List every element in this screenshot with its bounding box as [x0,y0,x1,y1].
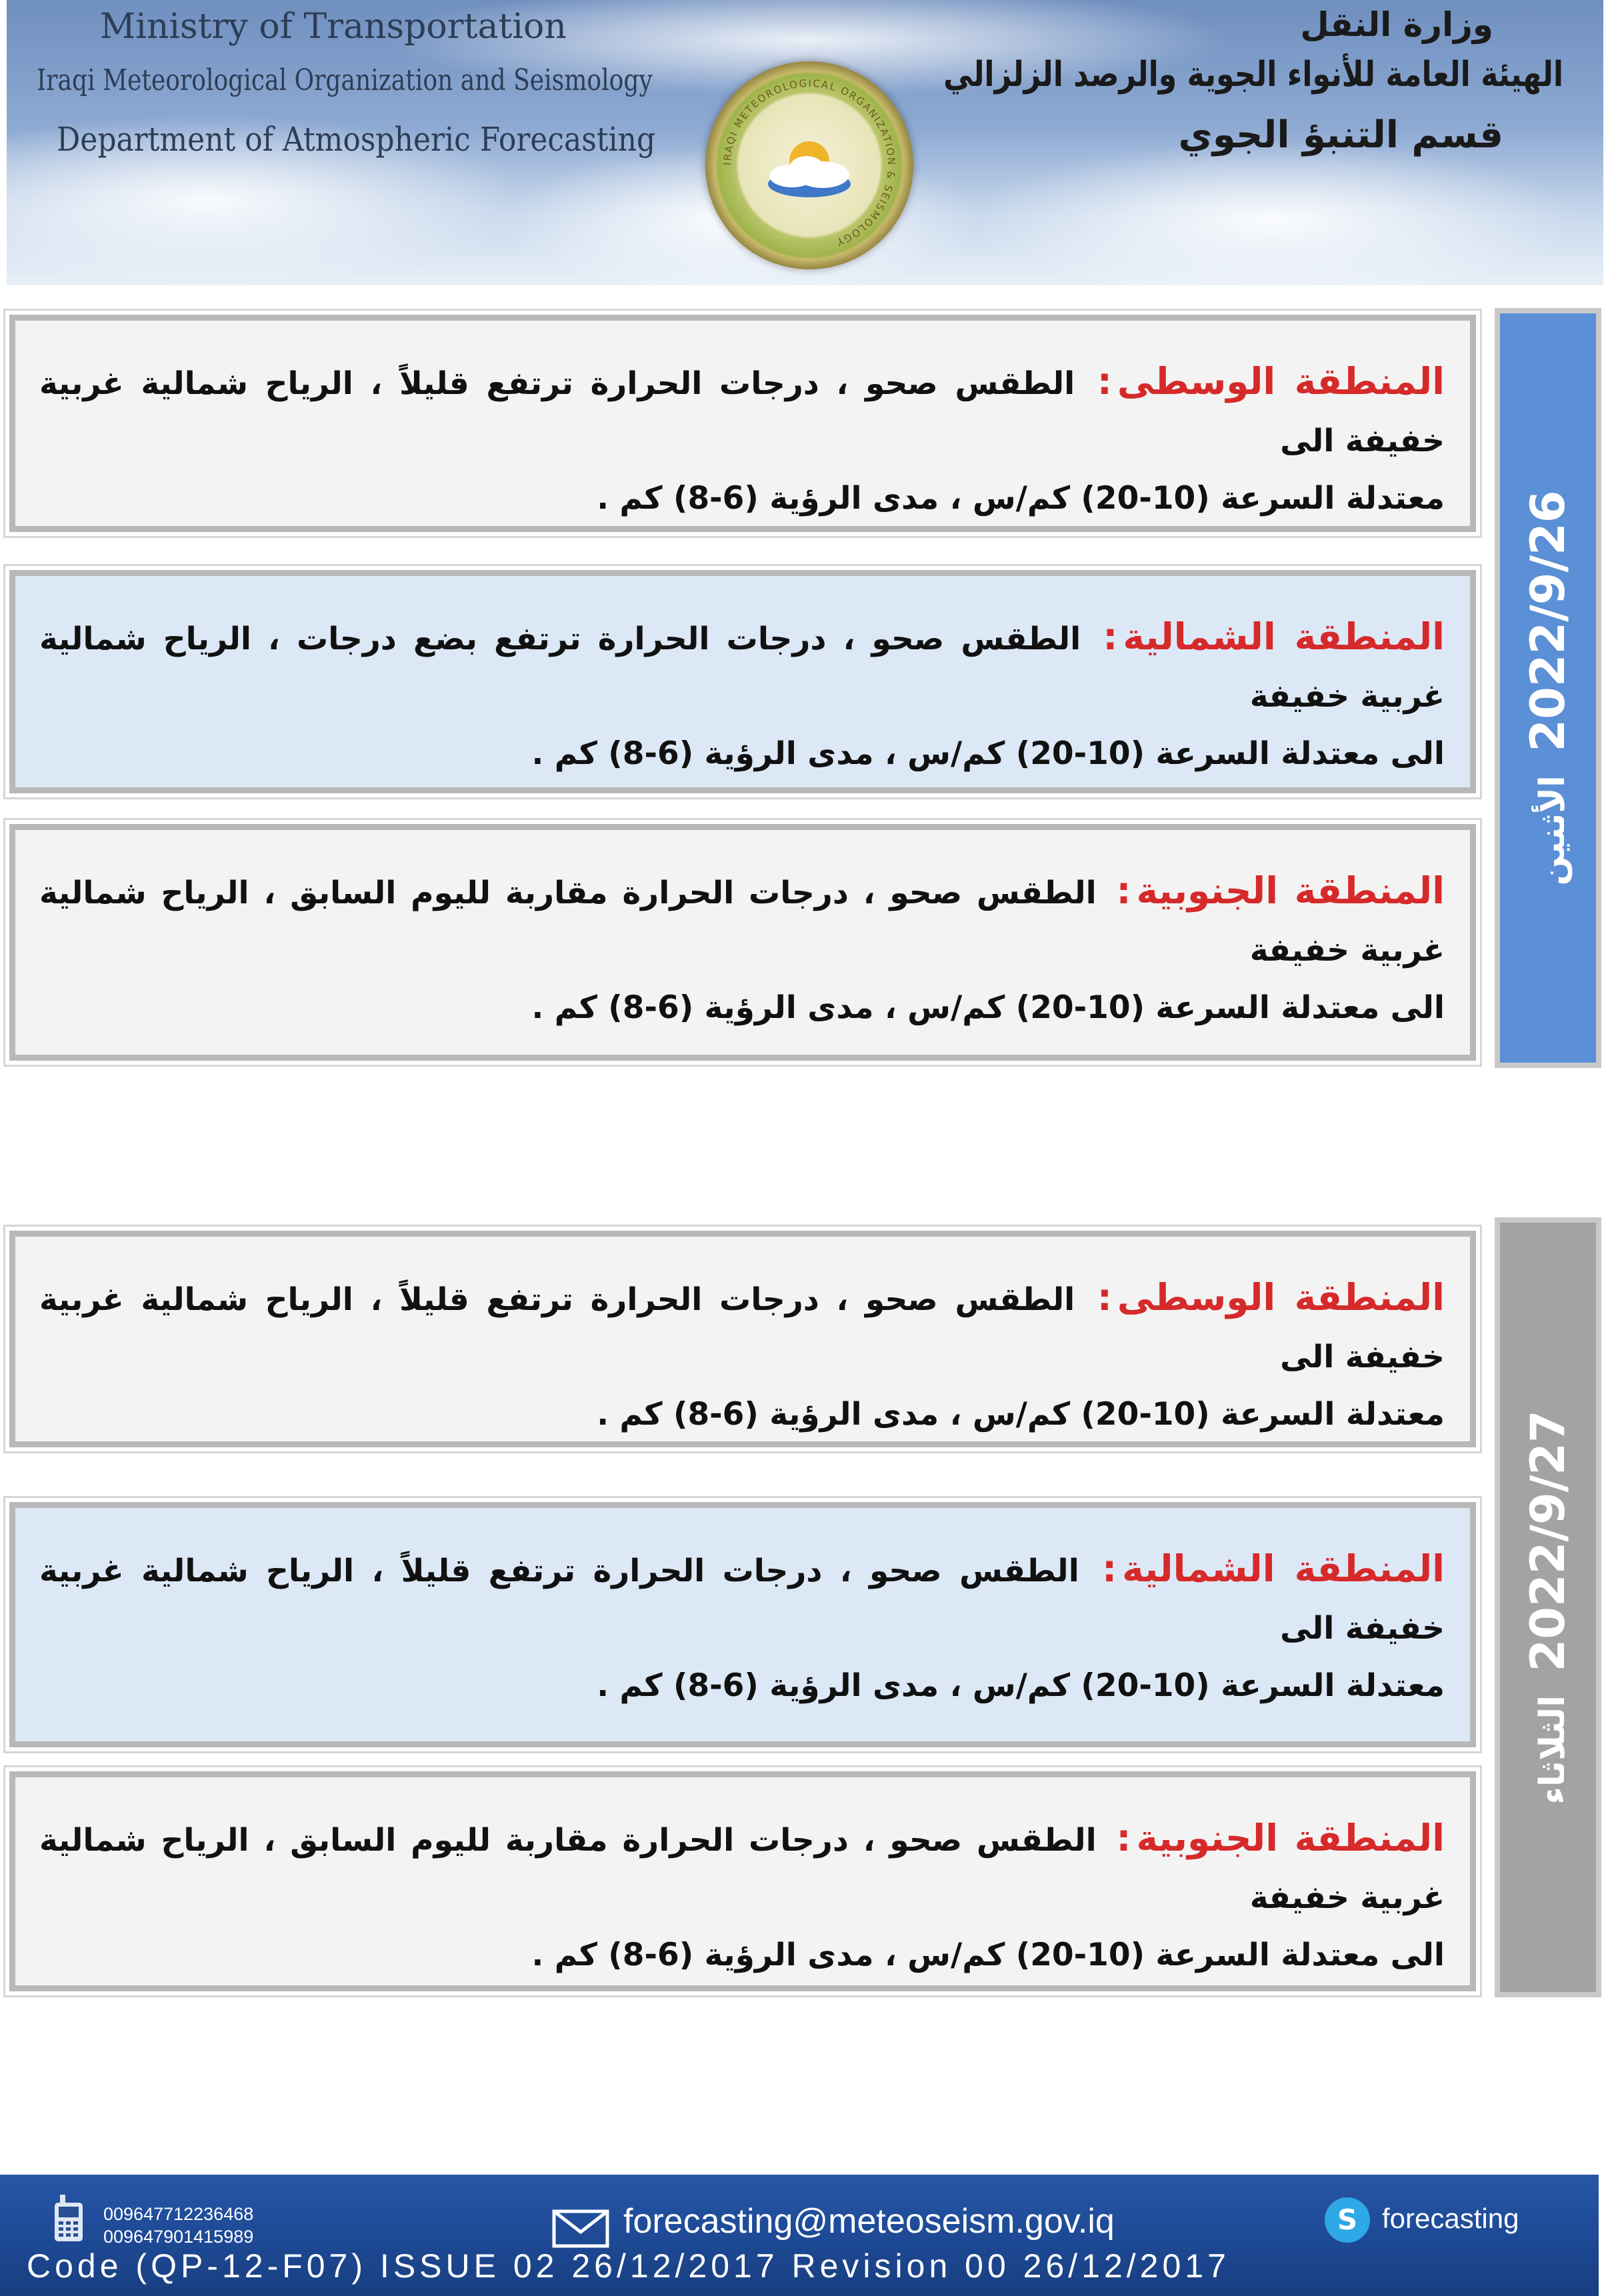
date-band-day2 [1495,1217,1601,1997]
forecast-date: 2022/9/26 [1521,490,1575,752]
svg-text:S: S [1337,2203,1358,2236]
organization-title-en: Iraqi Meteorological Organization and Seismology [37,63,653,97]
region-name: المنطقة الوسطى [1117,1276,1445,1319]
forecast-day2-south: المنطقة الجنوبية: الطقس صحو ، درجات الحرارة مقاربة لليوم السابق ، الرياح شمالية غربية خفيفة الى معتدلة السرعة (10-20) كم/س ، مدى الرؤية (6-8) كم . [9,1771,1476,1991]
forecast-text-line1: الطقس صحو ، درجات الحرارة ترتفع قليلاً ، الرياح شمالية غربية خفيفة الى [39,1553,1445,1647]
forecast-text-line2: الى معتدلة السرعة (10-20) كم/س ، مدى الرؤية (6-8) كم . [531,735,1445,772]
department-title-en: Department of Atmospheric Forecasting [57,120,656,159]
forecast-day-name: الأثنين [1533,775,1573,886]
forecast-day2-north: المنطقة الشمالية: الطقس صحو ، درجات الحرارة ترتفع قليلاً ، الرياح شمالية غربية خفيفة الى معتدلة السرعة (10-20) كم/س ، مدى الرؤية (6-8) كم . [9,1502,1476,1747]
region-name: المنطقة الوسطى [1117,360,1445,403]
region-name: المنطقة الشمالية [1123,615,1445,658]
forecast-text-line2: الى معتدلة السرعة (10-20) كم/س ، مدى الرؤية (6-8) كم . [531,989,1445,1026]
department-title-ar: قسم التنبؤ الجوي [1178,113,1503,157]
forecast-text-line1: الطقس صحو ، درجات الحرارة ترتفع قليلاً ، الرياح شمالية غربية خفيفة الى [39,365,1445,459]
forecast-text-line1: الطقس صحو ، درجات الحرارة مقاربة لليوم السابق ، الرياح شمالية غربية خفيفة [39,1822,1445,1916]
ministry-title-en: Ministry of Transportation [100,7,567,47]
forecast-text-line2: معتدلة السرعة (10-20) كم/س ، مدى الرؤية (6-8) كم . [597,1396,1445,1433]
forecast-text-line2: معتدلة السرعة (10-20) كم/س ، مدى الرؤية (6-8) كم . [597,480,1445,517]
region-name: المنطقة الجنوبية [1136,869,1445,912]
email-address[interactable]: forecasting@meteoseism.gov.iq [623,2202,1115,2241]
skype-name: forecasting [1382,2203,1519,2234]
footer-bar [0,2175,1599,2296]
forecast-date: 2022/9/27 [1521,1410,1575,1672]
skype-icon [1323,2196,1371,2244]
phone-number-1: 009647712236468 [103,2204,254,2224]
header-banner [7,0,1603,285]
phone-icon [52,2195,85,2243]
forecast-text-line1: الطقس صحو ، درجات الحرارة مقاربة لليوم السابق ، الرياح شمالية غربية خفيفة [39,875,1445,969]
organization-title-ar: الهيئة العامة للأنواء الجوية والرصد الزلزالي [943,55,1563,95]
email-icon [552,2209,609,2248]
forecast-text-line1: الطقس صحو ، درجات الحرارة ترتفع بضع درجات ، الرياح شمالية غربية خفيفة [39,621,1445,715]
forecast-text-line2: معتدلة السرعة (10-20) كم/س ، مدى الرؤية (6-8) كم . [597,1667,1445,1704]
forecast-day1-north: المنطقة الشمالية: الطقس صحو ، درجات الحرارة ترتفع بضع درجات ، الرياح شمالية غربية خفيفة الى معتدلة السرعة (10-20) كم/س ، مدى الرؤية (6-8) كم . [9,570,1476,793]
phone-number-2: 009647901415989 [103,2227,254,2247]
organization-logo [705,61,913,269]
date-band-day1 [1495,308,1601,1068]
forecast-day-name: الثلاثاء [1533,1695,1573,1805]
forecast-day1-central: المنطقة الوسطى: الطقس صحو ، درجات الحرارة ترتفع قليلاً ، الرياح شمالية غربية خفيفة الى معتدلة السرعة (10-20) كم/س ، مدى الرؤية (6-8) كم . [9,315,1476,532]
document-code-line: Code (QP-12-F07) ISSUE 02 26/12/2017 Revision 00 26/12/2017 [27,2247,1230,2285]
forecast-day2-central: المنطقة الوسطى: الطقس صحو ، درجات الحرارة ترتفع قليلاً ، الرياح شمالية غربية خفيفة الى معتدلة السرعة (10-20) كم/س ، مدى الرؤية (6-8) كم . [9,1231,1476,1447]
region-name: المنطقة الشمالية [1122,1547,1445,1590]
svg-text:IRAQI METEOROLOGICAL ORGANIZAT: IRAQI METEOROLOGICAL ORGANIZATION & SEISMOLOGY [721,77,898,249]
region-name: المنطقة الجنوبية [1136,1817,1445,1859]
forecast-text-line1: الطقس صحو ، درجات الحرارة ترتفع قليلاً ، الرياح شمالية غربية خفيفة الى [39,1281,1445,1375]
forecast-day1-south: المنطقة الجنوبية: الطقس صحو ، درجات الحرارة مقاربة لليوم السابق ، الرياح شمالية غربية خفيفة الى معتدلة السرعة (10-20) كم/س ، مدى الرؤية (6-8) كم . [9,824,1476,1061]
forecast-text-line2: الى معتدلة السرعة (10-20) كم/س ، مدى الرؤية (6-8) كم . [531,1937,1445,1973]
ministry-title-ar: وزارة النقل [1300,5,1493,44]
